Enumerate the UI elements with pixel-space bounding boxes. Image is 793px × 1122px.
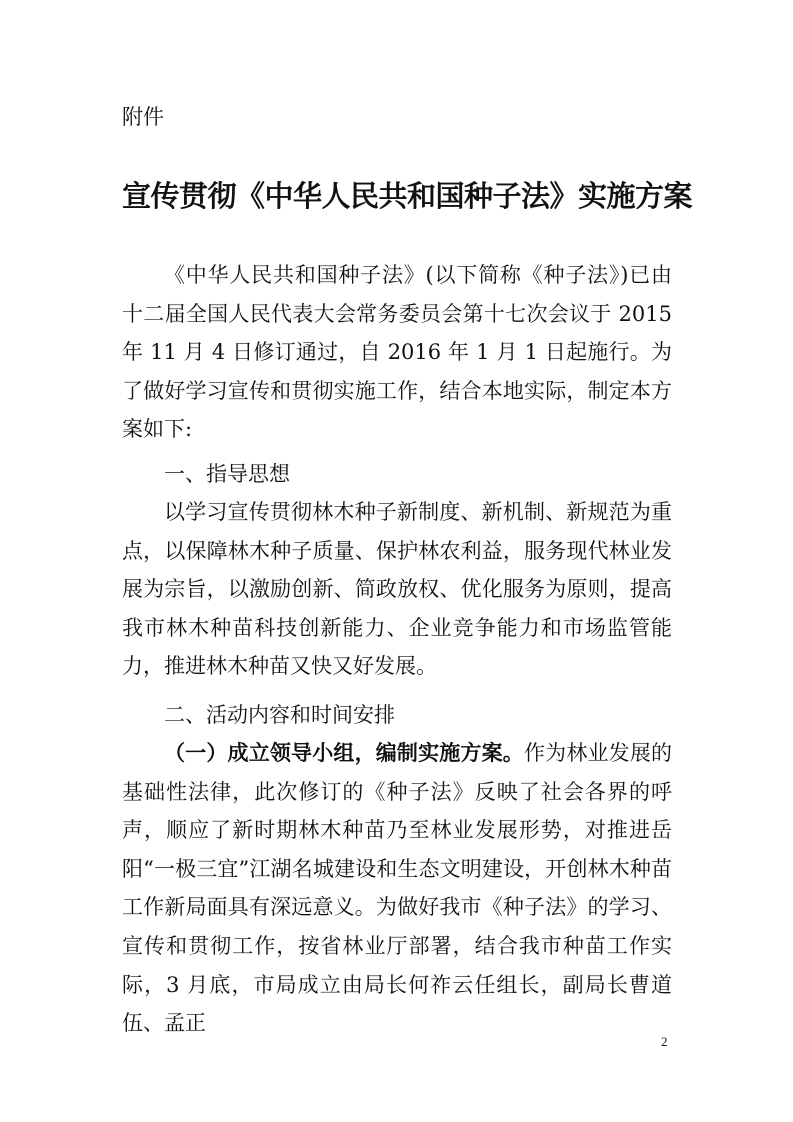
subsection-text: 作为林业发展的基础性法律，此次修订的《种子法》反映了社会各界的呼声，顺应了新时期林木种苗乃至林业发展形势，对推进岳阳“一极三宜”江湖名城建设和生态文明建设，开创林木种苗工作新局面具有深远意义。为做好我市《种子法》的学习、宣传和贯彻工作，按省林业厅部署，结合我市种苗工作实际，3 月底，市局成立由局长何祚云任组长，副局长曹道伍、孟正 [122,741,673,1036]
guiding-thought-paragraph: 以学习宣传贯彻林木种子新制度、新机制、新规范为重点，以保障林木种子质量、保护林农利益，服务现代林业发展为宗旨，以激励创新、简政放权、优化服务为原则，提高我市林木种苗科技创新能力、企业竞争能力和市场监管能力，推进林木种苗又快又好发展。 [122,500,672,679]
section-heading-activities: 二、活动内容和时间安排 [164,703,395,727]
section-heading-guiding-thought: 一、指导思想 [164,462,290,486]
page-number: 2 [661,1034,668,1049]
attachment-label: 附件 [122,105,164,129]
subsection-lead: （一）成立领导小组，编制实施方案。 [164,741,524,765]
activities-paragraph [122,734,672,1043]
intro-paragraph: 《中华人民共和国种子法》(以下简称《种子法》)已由十二届全国人民代表大会常务委员会第十七次会议于 2015 年 11 月 4 日修订通过，自 2016 年 1 月 1 日起施行。为了做好学习宣传和贯彻实施工作，结合本地实际，制定本方案如下: [122,263,672,442]
document-title: 宣传贯彻《中华人民共和国种子法》实施方案 [122,179,693,213]
